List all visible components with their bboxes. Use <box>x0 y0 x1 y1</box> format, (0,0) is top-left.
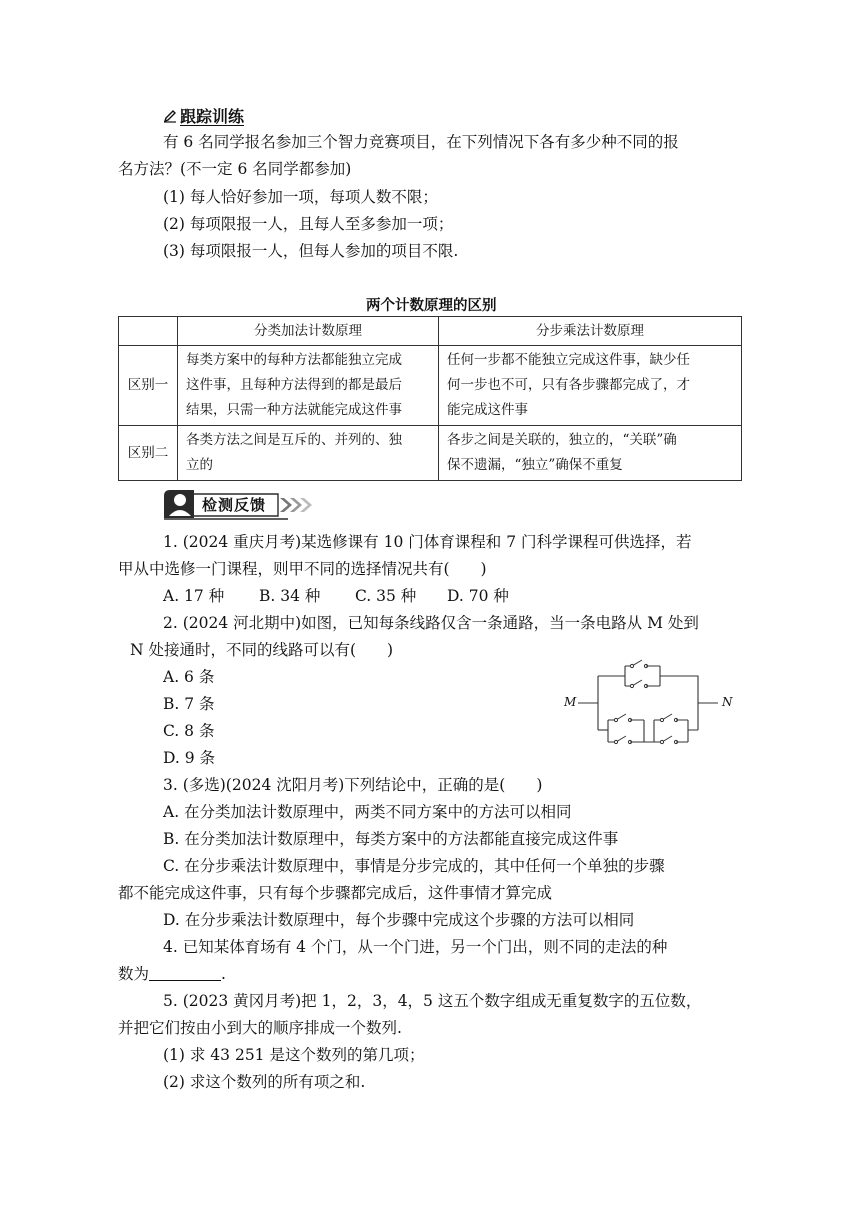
q5-line2: 并把它们按由小到大的顺序排成一个数列. <box>118 1019 402 1037</box>
q3-option-d: D. 在分步乘法计数原理中，每个步骤中完成这个步骤的方法可以相同 <box>163 911 635 929</box>
q2-line1: 2. (2024 河北期中)如图，已知每条线路仅含一条通路，当一条电路从 M 处到 <box>163 614 699 632</box>
circuit-label-n: N <box>722 695 733 709</box>
q4-line1: 4. 已知某体育场有 4 个门，从一个门进，另一个门出，则不同的走法的种 <box>163 938 668 956</box>
table-header-addition: 分类加法计数原理 <box>178 317 439 346</box>
practice-heading <box>163 104 244 127</box>
table-cell <box>178 346 439 426</box>
table-header-multiplication: 分步乘法计数原理 <box>439 317 742 346</box>
q4-line2 <box>118 962 226 984</box>
circuit-diagram <box>560 650 740 750</box>
table-row <box>119 346 742 426</box>
q1-option-d: D. 70 种 <box>447 587 509 605</box>
cell-line: 这件事，且每种方法得到的都是最后 <box>186 377 402 393</box>
q2-option-a: A. 6 条 <box>163 668 215 686</box>
table-header-empty <box>119 317 178 346</box>
q3-line1: 3. (多选)(2024 沈阳月考)下列结论中，正确的是( ) <box>163 776 543 794</box>
q1-option-b: B. 34 种 <box>259 587 321 605</box>
table-title: 两个计数原理的区别 <box>366 298 497 314</box>
q2-option-b: B. 7 条 <box>163 695 215 713</box>
cell-line: 保不遗漏，“独立”确保不重复 <box>447 457 623 473</box>
practice-item-2: (2) 每项限报一人，且每人至多参加一项； <box>163 215 454 233</box>
table-row <box>119 426 742 481</box>
cell-line: 各步之间是关联的，独立的，“关联”确 <box>447 432 677 448</box>
q2-option-d: D. 9 条 <box>163 749 216 767</box>
q3-option-c-line1: C. 在分步乘法计数原理中，事情是分步完成的，其中任何一个单独的步骤 <box>163 857 665 875</box>
q1-option-a: A. 17 种 <box>163 587 225 605</box>
q2-option-c: C. 8 条 <box>163 722 215 740</box>
q2-line2: N 处接通时，不同的线路可以有( ) <box>130 641 394 659</box>
cell-line: 何一步也不可，只有各步骤都完成了，才 <box>447 377 690 393</box>
table-cell <box>439 426 742 481</box>
q1-line1: 1. (2024 重庆月考)某选修课有 10 门体育课程和 7 门科学课程可供选择，若 <box>163 533 692 551</box>
cell-line: 结果，只需一种方法就能完成这件事 <box>186 402 402 418</box>
q3-option-c-line2: 都不能完成这件事，只有每个步骤都完成后，这件事情才算完成 <box>118 884 553 902</box>
cell-line: 立的 <box>186 457 213 473</box>
table-header-row <box>119 317 742 346</box>
comparison-table <box>118 316 742 481</box>
q5-item-2: (2) 求这个数列的所有项之和. <box>163 1073 366 1091</box>
circuit-label-m: M <box>564 695 577 709</box>
practice-intro-line2: 名方法？(不一定 6 名同学都参加) <box>118 160 352 178</box>
q1-line2: 甲从中选修一门课程，则甲不同的选择情况共有( ) <box>118 560 487 578</box>
cell-line: 各类方法之间是互斥的、并列的、独 <box>186 432 402 448</box>
answer-blank[interactable] <box>149 966 221 981</box>
pencil-icon <box>163 109 177 123</box>
practice-item-3: (3) 每项限报一人，但每人参加的项目不限. <box>163 242 459 260</box>
cell-line: 每类方案中的每种方法都能独立完成 <box>186 352 402 368</box>
feedback-banner-label: 检测反馈 <box>202 496 267 514</box>
q4-line2-post: . <box>221 965 226 983</box>
circuit-graphic <box>560 650 740 750</box>
q3-option-a: A. 在分类加法计数原理中，两类不同方案中的方法可以相同 <box>163 803 572 821</box>
cell-line: 能完成这件事 <box>447 402 528 418</box>
q4-line2-pre: 数为 <box>118 965 150 983</box>
cell-line: 任何一步都不能独立完成这件事，缺少任 <box>447 352 690 368</box>
feedback-banner <box>160 486 320 522</box>
q3-option-b: B. 在分类加法计数原理中，每类方案中的方法都能直接完成这件事 <box>163 830 619 848</box>
practice-heading-text: 跟踪训练 <box>180 107 245 126</box>
q1-option-c: C. 35 种 <box>355 587 417 605</box>
q5-item-1: (1) 求 43 251 是这个数列的第几项； <box>163 1046 425 1064</box>
q5-line1: 5. (2023 黄冈月考)把 1，2，3，4，5 这五个数字组成无重复数字的五位数， <box>163 992 702 1010</box>
table-cell <box>439 346 742 426</box>
row-label: 区别二 <box>119 426 178 481</box>
practice-intro-line1: 有 6 名同学报名参加三个智力竞赛项目，在下列情况下各有多少种不同的报 <box>163 133 679 151</box>
practice-item-1: (1) 每人恰好参加一项，每项人数不限； <box>163 188 438 206</box>
row-label: 区别一 <box>119 346 178 426</box>
table-cell <box>178 426 439 481</box>
